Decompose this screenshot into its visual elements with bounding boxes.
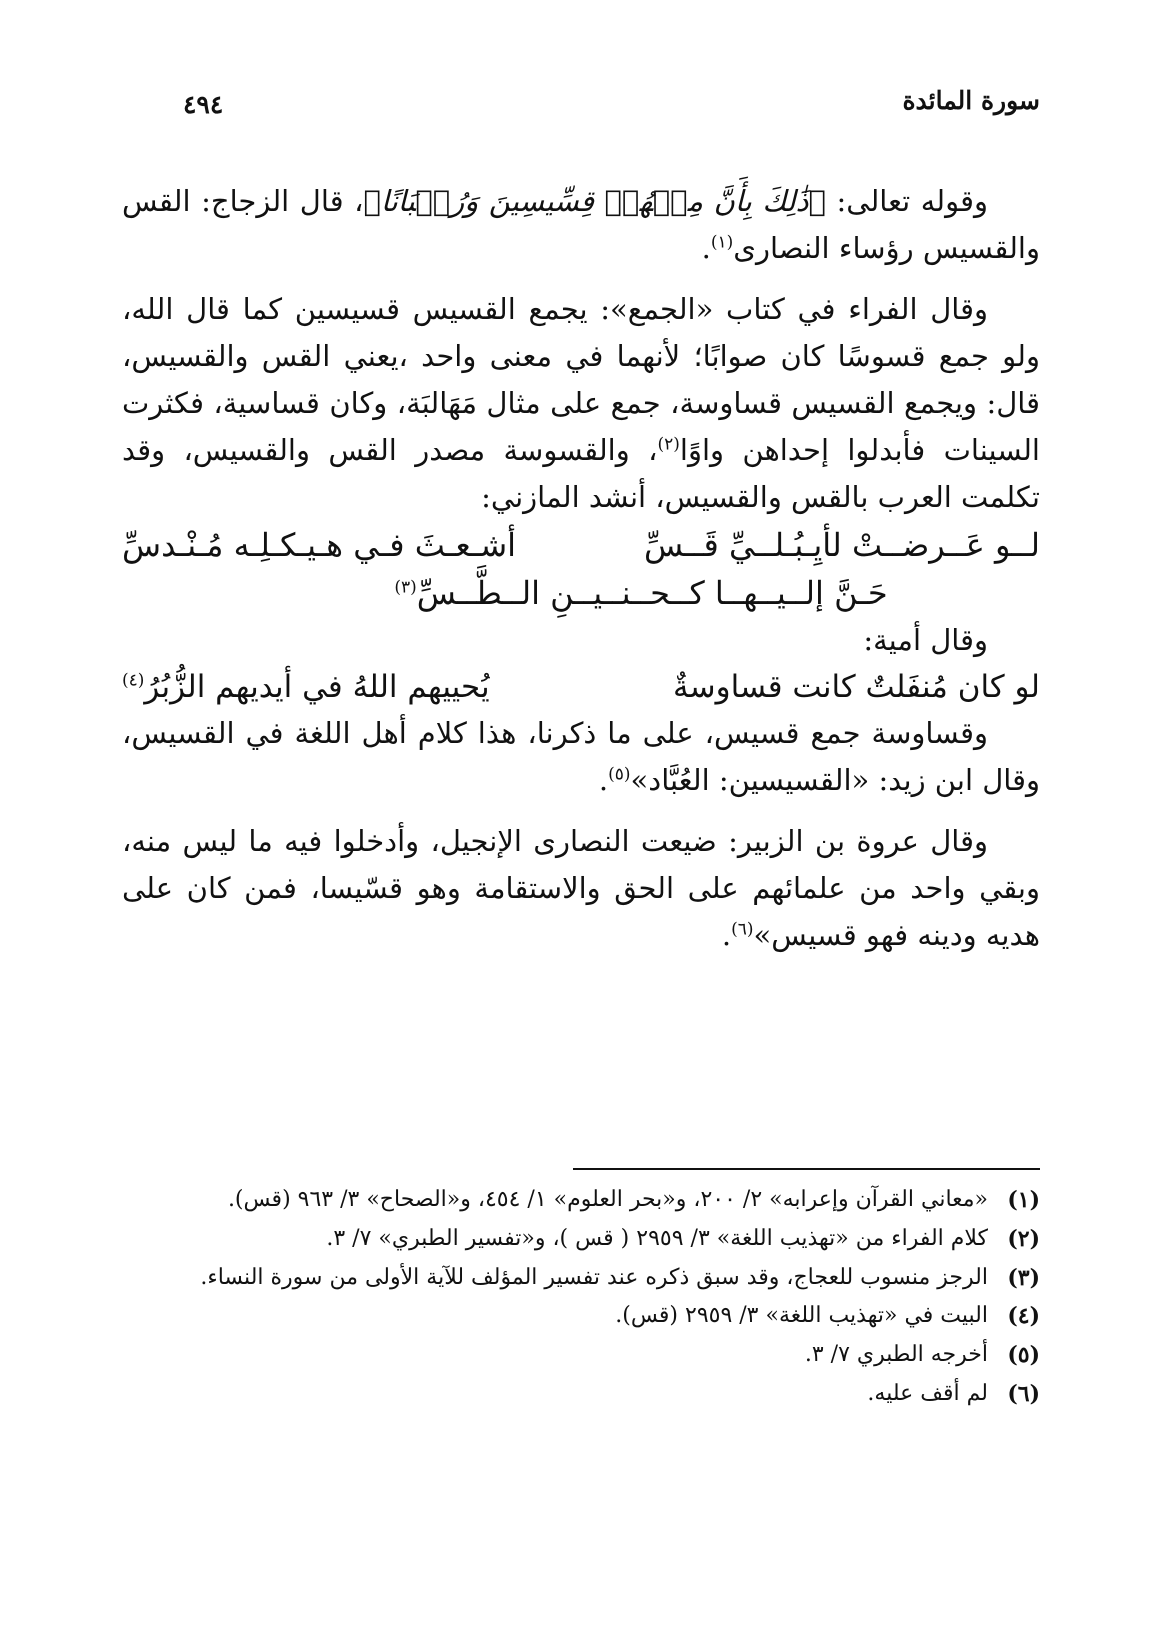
- footnote-text: «معاني القرآن وإعرابه» ٢/ ٢٠٠، و«بحر العلوم» ١/ ٤٥٤، و«الصحاح» ٣/ ٩٦٣ (قس).: [227, 1187, 988, 1212]
- footnote-text: الرجز منسوب للعجاج، وقد سبق ذكره عند تفسير المؤلف للآية الأولى من سورة النساء.: [200, 1264, 988, 1290]
- paragraph-2: [122, 286, 1040, 521]
- paragraph-5: [122, 818, 1040, 959]
- running-title: سورة المائدة: [902, 86, 1040, 115]
- footnote-number: (٢): [1007, 1225, 1040, 1252]
- footnote-number: (٦): [1007, 1380, 1040, 1407]
- footnote-item: [122, 1183, 1040, 1218]
- quran-quote: ﴿ذَٰلِكَ بِأَنَّ مِنۡهُمۡ قِسِّيسِينَ وَرُهۡبَانًا﴾: [363, 184, 826, 218]
- paragraph-1: [122, 178, 1040, 272]
- text-run: .: [721, 918, 732, 953]
- footnote-ref-4: (٤): [122, 670, 145, 691]
- footnote-item: [122, 1299, 1040, 1334]
- text-run: .: [598, 763, 609, 798]
- paragraph-4: [122, 710, 1040, 804]
- footnote-ref-3: (٣): [394, 577, 417, 598]
- text-run: وقال الفراء في كتاب «الجمع»: يجمع القسيس قسيسين كما قال الله، ولو جمع قسوسًا كان صوابًا؛ لأنهما في معنى واحد ،يعني القس والقسيس، قال: ويجمع القسيس قساوسة، جمع على مثال مَهَالبَة، وكان قساسية، فكثرت السينات فأبدلوا إحداهن واوًا: [122, 291, 1040, 467]
- footnotes: [122, 1183, 1040, 1416]
- verse-hemistich-right: لــو عَــرضــتْ لأيِـبُـلــيِّ قَــسِّ: [643, 525, 1040, 564]
- page-header: [183, 86, 1040, 126]
- footnote-number: (١): [1007, 1187, 1040, 1213]
- text-run: ، قال الزجاج: القس والقسيس رؤساء النصارى: [122, 184, 1040, 265]
- footnote-number: (٥): [1007, 1342, 1040, 1368]
- verse-hemistich: حَـنَّ إلــيــهــا كــحــنــيــنِ الــطَّــسِّ: [416, 573, 888, 612]
- footnote-text: لم أقف عليه.: [867, 1380, 988, 1406]
- footnote-text: البيت في «تهذيب اللغة» ٣/ ٢٩٥٩ (قس).: [615, 1303, 988, 1329]
- text-run: وقساوسة جمع قسيس، على ما ذكرنا، هذا كلام أهل اللغة في القسيس، وقال ابن زيد: «القسيسين: العُبَّاد»: [122, 716, 1040, 798]
- footnote-item: [122, 1261, 1040, 1296]
- footnote-divider: [573, 1168, 1040, 1170]
- verse-line-2: [122, 569, 1040, 617]
- verse-line-1: [122, 521, 1040, 569]
- footnote-ref-6: (٦): [731, 919, 754, 940]
- footnote-item: [122, 1338, 1040, 1373]
- text-run: .: [701, 230, 711, 265]
- main-text: [122, 178, 1040, 959]
- paragraph-3: وقال أمية:: [863, 622, 988, 657]
- footnote-ref-1: (١): [710, 232, 734, 253]
- footnote-ref-2: (٢): [657, 434, 680, 455]
- footnote-ref-5: (٥): [608, 764, 631, 785]
- verse-hemistich-right: لو كان مُنفَلتٌ كانت قساوسةٌ: [673, 668, 1040, 705]
- verse-hemistich-left: أشـعـثَ فـي هـيـكـلِـه مُـنْـدسِّ: [122, 525, 517, 564]
- footnote-item: [122, 1377, 1040, 1412]
- verse-hemistich-left: يُحييهم اللهُ في أيديهم الزُّبُرُ: [144, 668, 490, 705]
- verse-line-3: [122, 664, 1040, 711]
- footnote-item: [122, 1222, 1040, 1257]
- text-run: وقال عروة بن الزبير: ضيعت النصارى الإنجيل، وأدخلوا فيه ما ليس منه، وبقي واحد من علمائهم على الحق والاستقامة وهو قسّيسا، فمن كان على هديه ودينه فهو قسيس»: [122, 824, 1040, 953]
- footnote-text: أخرجه الطبري ٧/ ٣.: [804, 1342, 988, 1367]
- text-run: ، والقسوسة مصدر القس والقسيس، وقد تكلمت العرب بالقس والقسيس، أنشد المازني:: [122, 432, 1040, 514]
- page-number: ٤٩٤: [183, 90, 224, 119]
- text-run: وقوله تعالى:: [825, 184, 988, 218]
- footnote-text: كلام الفراء من «تهذيب اللغة» ٣/ ٢٩٥٩ ( قس )، و«تفسير الطبري» ٧/ ٣.: [326, 1225, 988, 1251]
- footnote-number: (٤): [1007, 1303, 1040, 1330]
- footnote-number: (٣): [1007, 1264, 1040, 1291]
